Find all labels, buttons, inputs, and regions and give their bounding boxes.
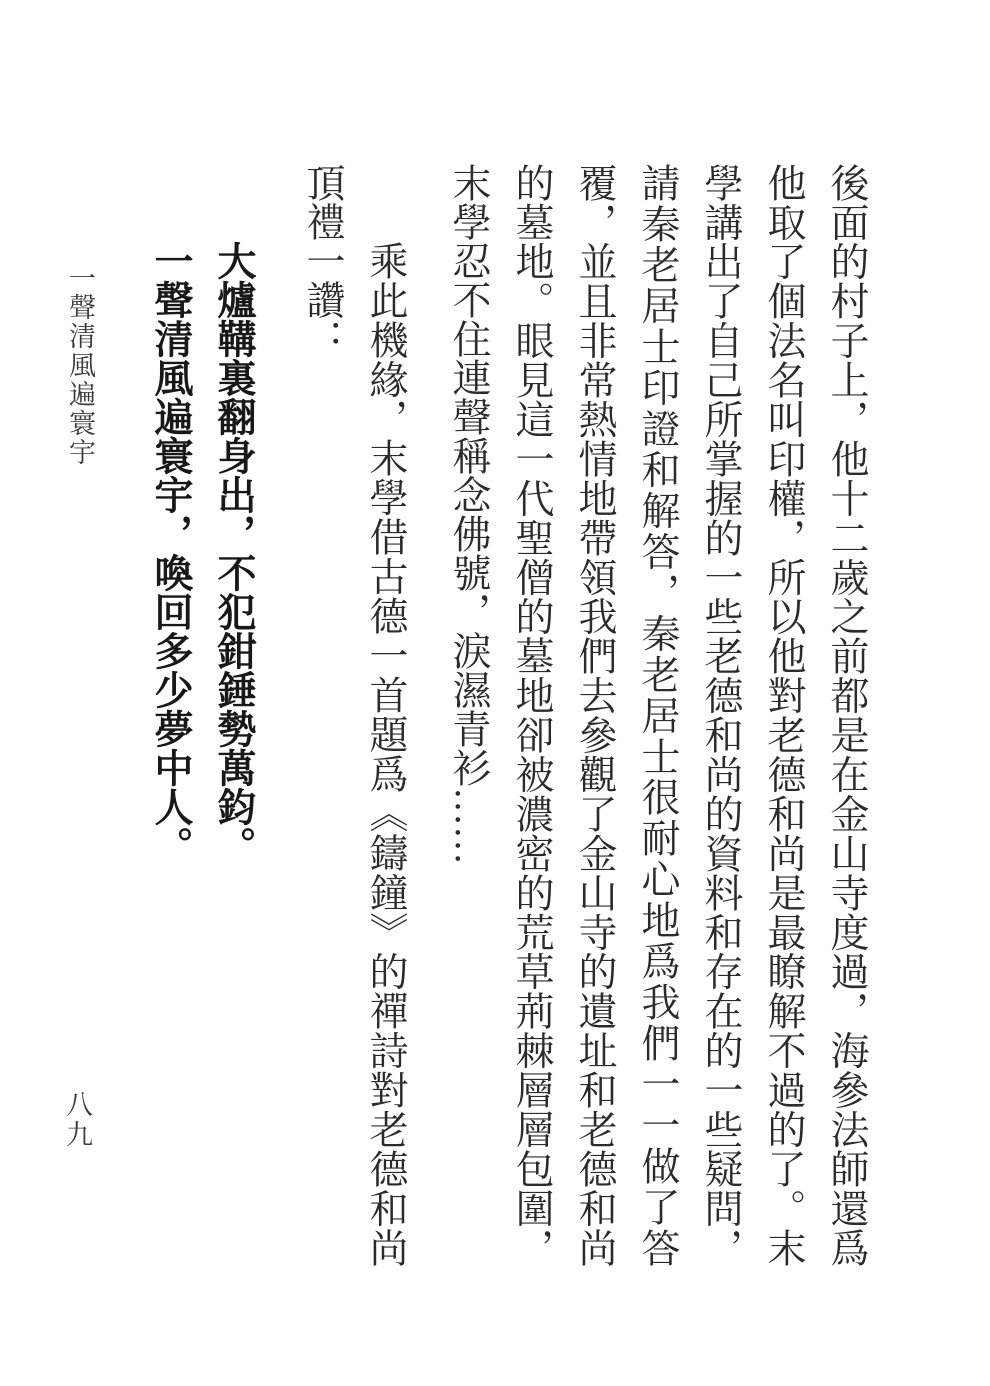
page-number: 八九 — [62, 1090, 92, 1150]
poem-block — [139, 163, 265, 1267]
poem-line-1: 大爐鞲裏翻身出，不犯鉗錘勢萬鈞。 — [212, 241, 255, 865]
main-text-block — [139, 163, 878, 1267]
paragraph-body: 後面的村子上，他十二歲之前都是在金山寺度過，海參法師還爲他取了個法名叫印權，所以他對老德和尚是最瞭解不過的了。末學講出了自己所掌握的一些老德和尚的資料和存在的一些疑問，請秦老居士印證和解答，秦老居士很耐心地爲我們一一做了答覆，並且非常熱情地帶領我們去參觀了金山寺的遺址和老德和尚的墓地。眼見這一代聖僧的墓地卻被濃密的荒草荊棘層層包圍，末學忍不住連聲稱念佛號，淚濕青衫…… — [447, 163, 868, 1267]
running-head-title: 一聲清風遍寰宇 — [65, 264, 95, 467]
poem-line-2: 一聲清風遍寰宇，喚回多少夢中人。 — [149, 241, 192, 865]
paragraph-intro-to-poem: 乘此機緣，末學借古德一首題爲《鑄鐘》的禪詩對老德和尚頂禮一讚： — [301, 163, 407, 1267]
